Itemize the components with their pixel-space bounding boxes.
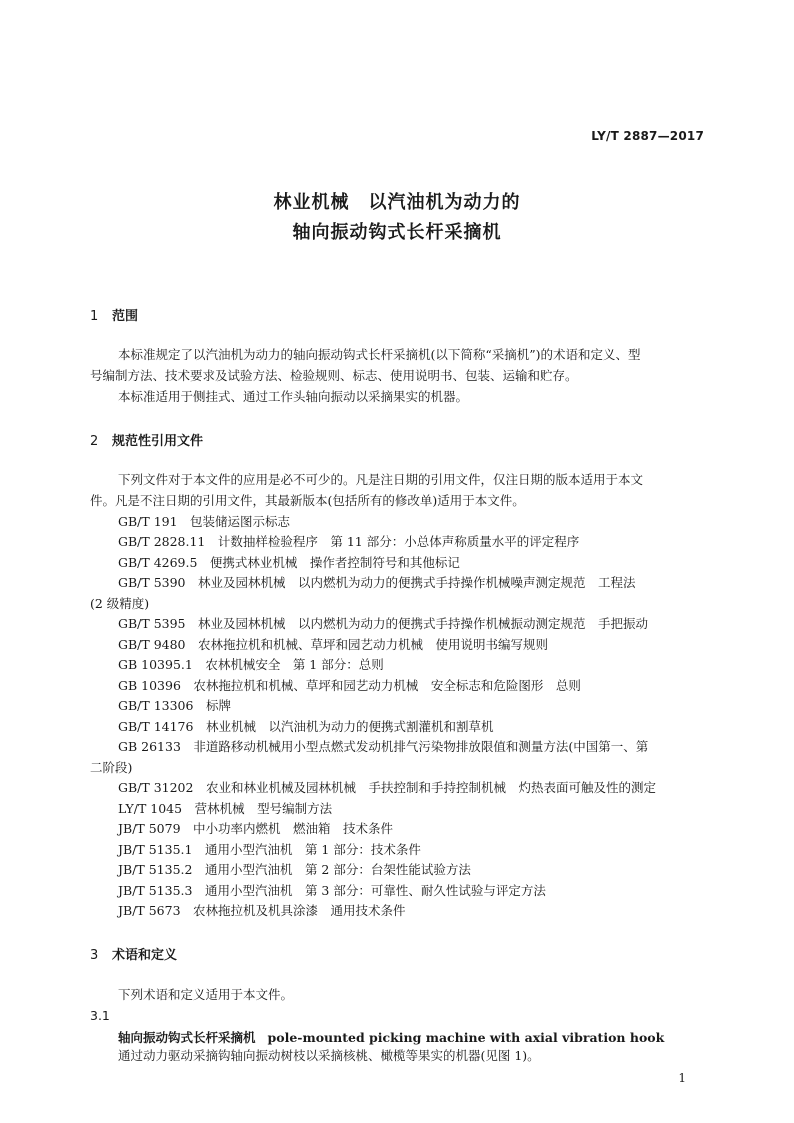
reference-item: GB/T 191 包装储运图示标志: [118, 514, 291, 529]
reference-item: GB/T 5395 林业及园林机械 以内燃机为动力的便携式手持操作机械振动测定规范 手把振动: [118, 616, 649, 631]
term-definition: 通过动力驱动采摘钩轴向振动树枝以采摘核桃、橄榄等果实的机器(见图 1)。: [118, 1048, 540, 1063]
reference-item-continuation: (2 级精度): [90, 596, 150, 611]
reference-item: GB/T 13306 标牌: [118, 698, 231, 713]
document-title-line-2: 轴向振动钩式长杆采摘机: [292, 222, 502, 243]
references-intro-line: 下列文件对于本文件的应用是必不可少的。凡是注日期的引用文件，仅注日期的版本适用于本文: [118, 472, 644, 487]
scope-paragraph-line: 号编制方法、技术要求及试验方法、检验规则、标志、使用说明书、包装、运输和贮存。: [90, 368, 578, 383]
reference-item: JB/T 5079 中小功率内燃机 燃油箱 技术条件: [118, 821, 394, 836]
reference-item: GB/T 5390 林业及园林机械 以内燃机为动力的便携式手持操作机械噪声测定规范 工程法: [118, 575, 636, 590]
section-heading-scope: [90, 305, 138, 324]
term-entry: [118, 1028, 664, 1046]
reference-item: LY/T 1045 营林机械 型号编制方法: [118, 801, 333, 816]
reference-item: GB/T 14176 林业机械 以汽油机为动力的便携式割灌机和割草机: [118, 719, 494, 734]
reference-item: JB/T 5135.1 通用小型汽油机 第 1 部分：技术条件: [118, 842, 421, 857]
section-number: 1: [90, 309, 99, 324]
term-chinese: 轴向振动钩式长杆采摘机: [118, 1030, 256, 1045]
reference-item-continuation: 二阶段): [90, 760, 133, 775]
section-heading-normative-references: [90, 430, 203, 449]
reference-item: GB 26133 非道路移动机械用小型点燃式发动机排气污染物排放限值和测量方法(中国第一、第: [118, 739, 649, 754]
references-intro-line: 件。凡是不注日期的引用文件，其最新版本(包括所有的修改单)适用于本文件。: [90, 493, 525, 508]
section-number: 2: [90, 434, 99, 449]
reference-item: GB/T 4269.5 便携式林业机械 操作者控制符号和其他标记: [118, 555, 460, 570]
reference-item: GB 10396 农林拖拉机和机械、草坪和园艺动力机械 安全标志和危险图形 总则: [118, 678, 581, 693]
reference-item: JB/T 5673 农林拖拉机及机具涂漆 通用技术条件: [118, 903, 406, 918]
section-title: 范围: [112, 309, 139, 324]
reference-item: JB/T 5135.2 通用小型汽油机 第 2 部分：台架性能试验方法: [118, 862, 471, 877]
page-number: 1: [678, 1071, 686, 1085]
terms-intro: 下列术语和定义适用于本文件。: [118, 987, 294, 1002]
section-title: 术语和定义: [112, 948, 178, 963]
reference-item: GB/T 9480 农林拖拉机和机械、草坪和园艺动力机械 使用说明书编写规则: [118, 637, 549, 652]
reference-item: GB 10395.1 农林机械安全 第 1 部分：总则: [118, 657, 384, 672]
document-title-line-1: 林业机械 以汽油机为动力的: [273, 192, 521, 213]
term-english: pole-mounted picking machine with axial vibration hook: [267, 1030, 665, 1045]
reference-item: GB/T 2828.11 计数抽样检验程序 第 11 部分：小总体声称质量水平的评定程序: [118, 534, 580, 549]
standard-code: LY/T 2887—2017: [591, 129, 704, 143]
reference-item: JB/T 5135.3 通用小型汽油机 第 3 部分：可靠性、耐久性试验与评定方法: [118, 883, 546, 898]
scope-paragraph-line: 本标准规定了以汽油机为动力的轴向振动钩式长杆采摘机(以下简称“采摘机”)的术语和定义、型: [118, 347, 641, 362]
section-number: 3: [90, 948, 99, 963]
reference-item: GB/T 31202 农业和林业机械及园林机械 手扶控制和手持控制机械 灼热表面可触及性的测定: [118, 780, 656, 795]
scope-paragraph-line: 本标准适用于侧挂式、通过工作头轴向振动以采摘果实的机器。: [118, 389, 469, 404]
section-heading-terms-and-definitions: [90, 944, 177, 963]
term-number: 3.1: [90, 1008, 110, 1023]
section-title: 规范性引用文件: [112, 434, 204, 449]
